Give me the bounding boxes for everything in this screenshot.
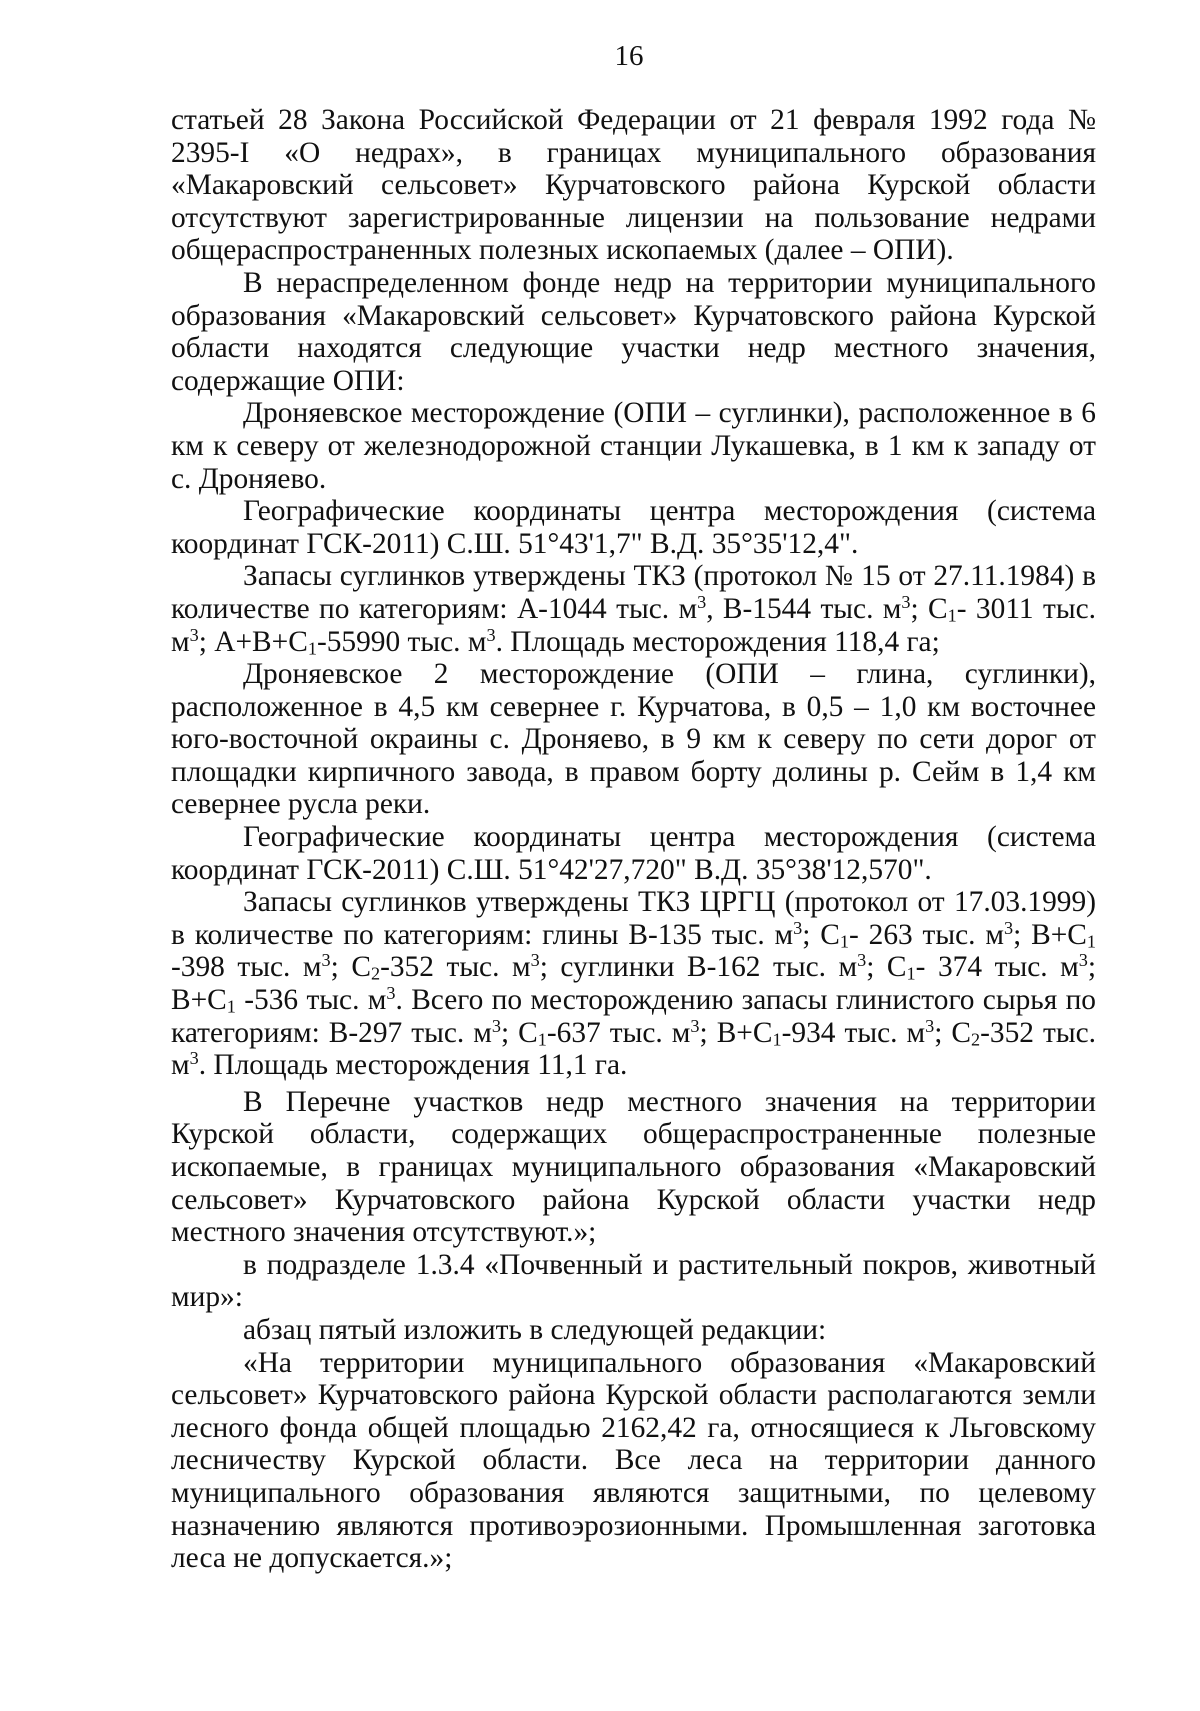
- superscript: 3: [925, 1015, 935, 1036]
- paragraph-undistributed-fund: В нераспределенном фонде недр на территории муниципального образования «Макаровский сельсовет» Курчатовского района Курской области находятся следующие участки недр местного значения, содержащие ОПИ:: [171, 266, 1096, 397]
- text-run: . Площадь месторождения 118,4 га;: [495, 625, 940, 658]
- subscript: 1: [839, 931, 849, 952]
- paragraph-droniaevo-deposit: Дроняевское месторождение (ОПИ – суглинки), расположенное в 6 км к северу от железнодорожной станции Лукашевка, в 1 км к западу от с. Дроняево.: [171, 397, 1096, 495]
- superscript: 3: [189, 1048, 199, 1069]
- superscript: 3: [530, 950, 540, 971]
- paragraph-subsoil-law: статьей 28 Закона Российской Федерации от 21 февраля 1992 года № 2395-I «О недрах», в границах муниципального образования «Макаровский сельсовет» Курчатовского района Курской области отсутствуют зарегистрированные лицензии на пользование недрами общераспространенных полезных ископаемых (далее – ОПИ).: [171, 104, 1096, 267]
- paragraph-droniaevo-coordinates: Географические координаты центра месторождения (система координат ГСК-2011) С.Ш. 51°43'1,7" В.Д. 35°35'12,4".: [171, 495, 1096, 560]
- text-run: ; суглинки В-162 тыс. м: [539, 951, 858, 984]
- paragraph-droniaevo-2-reserves: [171, 886, 1096, 1082]
- superscript: 3: [189, 624, 199, 645]
- text-run: ; С: [330, 951, 371, 984]
- text-run: ; В+С: [699, 1016, 773, 1049]
- subscript: 1: [537, 1029, 547, 1050]
- subscript: 2: [971, 1029, 981, 1050]
- paragraph-droniaevo-2-coordinates: Географические координаты центра месторождения (система координат ГСК-2011) С.Ш. 51°42'27,720" В.Д. 35°38'12,570".: [171, 821, 1096, 886]
- subscript: 1: [772, 1029, 782, 1050]
- text-run: -536 тыс. м: [235, 984, 387, 1017]
- text-run: - 263 тыс. м: [848, 918, 1004, 951]
- text-run: ; С: [934, 1016, 972, 1049]
- superscript: 3: [690, 1015, 700, 1036]
- text-run: - 3011 тыс. м: [171, 592, 1096, 658]
- subscript: 1: [307, 638, 317, 659]
- subscript: 1: [947, 605, 957, 626]
- paragraph-droniaevo-2-deposit: Дроняевское 2 месторождение (ОПИ – глина, суглинки), расположенное в 4,5 км севернее г. Курчатова, в 0,5 – 1,0 км восточнее юго-восточной окраины с. Дроняево, в 9 км к северу по сети дорог от площадки кирпичного завода, в правом борту долины р. Сейм в 1,4 км севернее русла реки.: [171, 658, 1096, 821]
- paragraph-subsection-reference: в подразделе 1.3.4 «Почвенный и растительный покров, животный мир»:: [171, 1248, 1096, 1314]
- superscript: 3: [321, 950, 331, 971]
- superscript: 3: [793, 917, 803, 938]
- paragraph-droniaevo-reserves: [171, 560, 1096, 658]
- superscript: 3: [486, 624, 496, 645]
- text-run: . Площадь месторождения 11,1 га.: [198, 1049, 628, 1082]
- superscript: 3: [1003, 917, 1014, 938]
- subscript: 1: [226, 996, 236, 1017]
- superscript: 3: [857, 950, 867, 971]
- text-run: Запасы суглинков утверждены ТКЗ ЦРГЦ (протокол от 17.03.1999) в количестве по категориям: глины В-135 тыс. м: [171, 886, 1096, 951]
- text-run: , В-1544 тыс. м: [706, 592, 902, 625]
- text-run: ; А+В+С: [198, 625, 308, 658]
- text-run: ; В+С: [1013, 918, 1087, 951]
- text-run: ; С: [866, 951, 907, 984]
- superscript: 3: [491, 1015, 501, 1036]
- text-run: -352 тыс. м: [380, 951, 531, 984]
- paragraph-forest-fund: «На территории муниципального образования «Макаровский сельсовет» Курчатовского района Курской области располагаются земли лесного фонда общей площадью 2162,42 га, относящиеся к Льговскому лесничеству Курской области. Все леса на территории данного муниципального образования являются защитными, по целевому назначению являются противоэрозионными. Промышленная заготовка леса не допускается.»;: [171, 1346, 1096, 1575]
- text-run: ; С: [910, 592, 948, 625]
- superscript: 3: [1078, 950, 1088, 971]
- text-run: Запасы суглинков утверждены ТКЗ (протокол № 15 от 27.11.1984) в количестве по категориям: А-1044 тыс. м: [171, 560, 1096, 625]
- subscript: 1: [906, 964, 916, 985]
- paragraph-list-of-plots: В Перечне участков недр местного значения на территории Курской области, содержащих общераспространенные полезные ископаемые, в границах муниципального образования «Макаровский сельсовет» Курчатовского района Курской области участки недр местного значения отсутствуют.»;: [171, 1085, 1096, 1249]
- subscript: 2: [370, 964, 381, 985]
- subscript: 1: [1086, 931, 1096, 952]
- text-run: -352 тыс. м: [171, 1016, 1097, 1082]
- text-run: -398 тыс. м: [171, 951, 322, 984]
- page-number: 16: [614, 40, 644, 72]
- text-run: ; С: [500, 1016, 538, 1049]
- text-run: - 374 тыс. м: [915, 951, 1079, 984]
- superscript: 3: [901, 591, 911, 612]
- text-run: ; В+С: [171, 951, 1096, 1017]
- text-run: -637 тыс. м: [546, 1016, 691, 1049]
- document-body: [171, 104, 1096, 1575]
- text-run: -934 тыс. м: [781, 1016, 926, 1049]
- superscript: 3: [386, 983, 396, 1004]
- text-run: . Всего по месторождению запасы глинистого сырья по категориям: В-297 тыс. м: [171, 984, 1096, 1049]
- text-run: ; С: [802, 918, 840, 951]
- text-run: -55990 тыс. м: [316, 625, 487, 658]
- paragraph-amendment-instruction: абзац пятый изложить в следующей редакции:: [243, 1313, 827, 1346]
- superscript: 3: [697, 591, 707, 612]
